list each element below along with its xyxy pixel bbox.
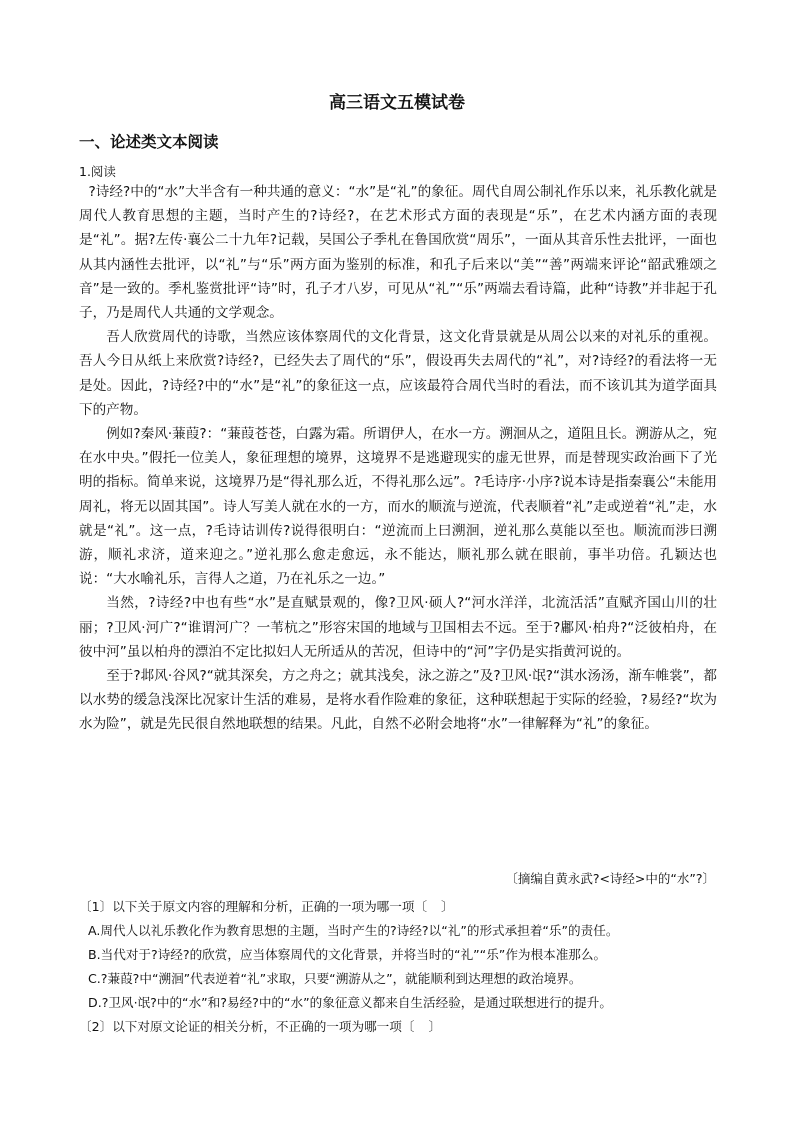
passage-paragraph-2: 吾人欣赏周代的诗歌，当然应该体察周代的文化背景，这文化背景就是从周公以来的对礼乐的重视。吾人今日从纸上来欣赏?诗经?，已经失去了周代的“乐”，假设再失去周代的“礼”，对?诗经?的看法将一无是处。因此，?诗经?中的“水”是“礼”的象征这一点，应该最符合周代当时的看法，而不该讥其为道学面具下的产物。 [79, 329, 717, 418]
option-c: C.?蒹葭?中“溯洄”代表逆着“礼”求取，只要“溯游从之”，就能顺利到达理想的政治境界。 [88, 971, 582, 986]
page-title: 高三语文五模试卷 [329, 93, 465, 113]
passage-paragraph-1: ?诗经?中的“水”大半含有一种共通的意义：“水”是“礼”的象征。周代自周公制礼作乐以来，礼乐教化就是周代人教育思想的主题，当时产生的?诗经?，在艺术形式方面的表现是“乐”，在艺术内涵方面的表现是“礼”。据?左传·襄公二十九年?记载，吴国公子季札在鲁国欣赏“周乐”，一面从其音乐性去批评，一面也从其内涵性去批评，以“礼”与“乐”两方面为鉴别的标准，和孔子后来以“美”“善”两端来评论“韶武雅颂之音”是一致的。季札鉴赏批评“诗”时，孔子才八岁，可见从“礼”“乐”两端去看诗篇，此种“诗教”并非起于孔子，乃是周代人共通的文学观念。 [79, 184, 717, 322]
question-list [79, 895, 717, 1039]
question-label: 1.阅读 [79, 164, 116, 179]
reading-passage [79, 180, 717, 737]
question-stem-2 [79, 1015, 717, 1039]
option-d: D.?卫风·氓?中的“水”和?易经?中的“水”的象征意义都来自生活经验，是通过联想进行的提升。 [88, 995, 612, 1010]
question-stem-text: 〔1〕以下关于原文内容的理解和分析，正确的一项为哪一项〔 [79, 899, 428, 914]
passage-paragraph-3: 例如?秦风·蒹葭?：“蒹葭苍苍，白露为霜。所谓伊人，在水一方。溯洄从之，道阻且长。溯游从之，宛在水中央。”假托一位美人，象征理想的境界，这境界不是逃避现实的虚无世界，而是替现实政治画下了光明的指标。简单来说，这境界乃是“得礼那么近，不得礼那么远”。?毛诗序·小序?说本诗是指秦襄公“未能用周礼，将无以固其国”。诗人写美人就在水的一方，而水的顺流与逆流，代表顺着“礼”走或逆着“礼”走，水就是“礼”。这一点，?毛诗诂训传?说得很明白：“逆流而上曰溯洄，逆礼那么莫能以至也。顺流而涉曰溯游，顺礼求济，道来迎之。”逆礼那么愈走愈远，永不能达，顺礼那么就在眼前，事半功倍。孔颖达也说：“大水喻礼乐，言得人之道，乃在礼乐之一边。” [79, 426, 718, 588]
section-heading: 一、论述类文本阅读 [79, 133, 219, 151]
question-stem-text: 〔2〕以下对原文论证的相关分析，不正确的一项为哪一项〔 [79, 1019, 415, 1034]
source-note: 〔摘编自黄永武?<诗经>中的“水”?〕 [505, 871, 715, 886]
option-a: A.周代人以礼乐教化作为教育思想的主题，当时产生的?诗经?以“礼”的形式承担着“乐”的责任。 [88, 923, 619, 938]
option-b: B.当代对于?诗经?的欣赏，应当体察周代的文化背景，并将当时的“礼”“乐”作为根本准那么。 [88, 947, 607, 962]
passage-paragraph-5: 至于?邶风·谷风?“就其深矣，方之舟之；就其浅矣，泳之游之”及?卫风·氓?“淇水汤汤，渐车帷裳”，都以水势的缓急浅深比况家计生活的难易，是将水看作险难的象征，这种联想起于实际的经验，?易经?“坎为水为险”，就是先民很自然地联想的结果。凡此，自然不必附会地将“水”一律解释为“礼”的象征。 [79, 668, 717, 733]
question-stem-1 [79, 895, 717, 919]
passage-paragraph-4: 当然，?诗经?中也有些“水”是直赋景观的，像?卫风·硕人?“河水洋洋，北流活活”直赋齐国山川的壮丽；?卫风·河广?“谁谓河广？一苇杭之”形容宋国的地域与卫国相去不远。至于?鄘风·柏舟?“泛彼柏舟，在彼中河”虽以柏舟的漂泊不定比拟妇人无所适从的苦况，但诗中的“河”字仍是实指黄河说的。 [79, 595, 717, 660]
question-stem-close: 〕 [428, 1019, 442, 1034]
question-stem-close: 〕 [441, 899, 454, 914]
